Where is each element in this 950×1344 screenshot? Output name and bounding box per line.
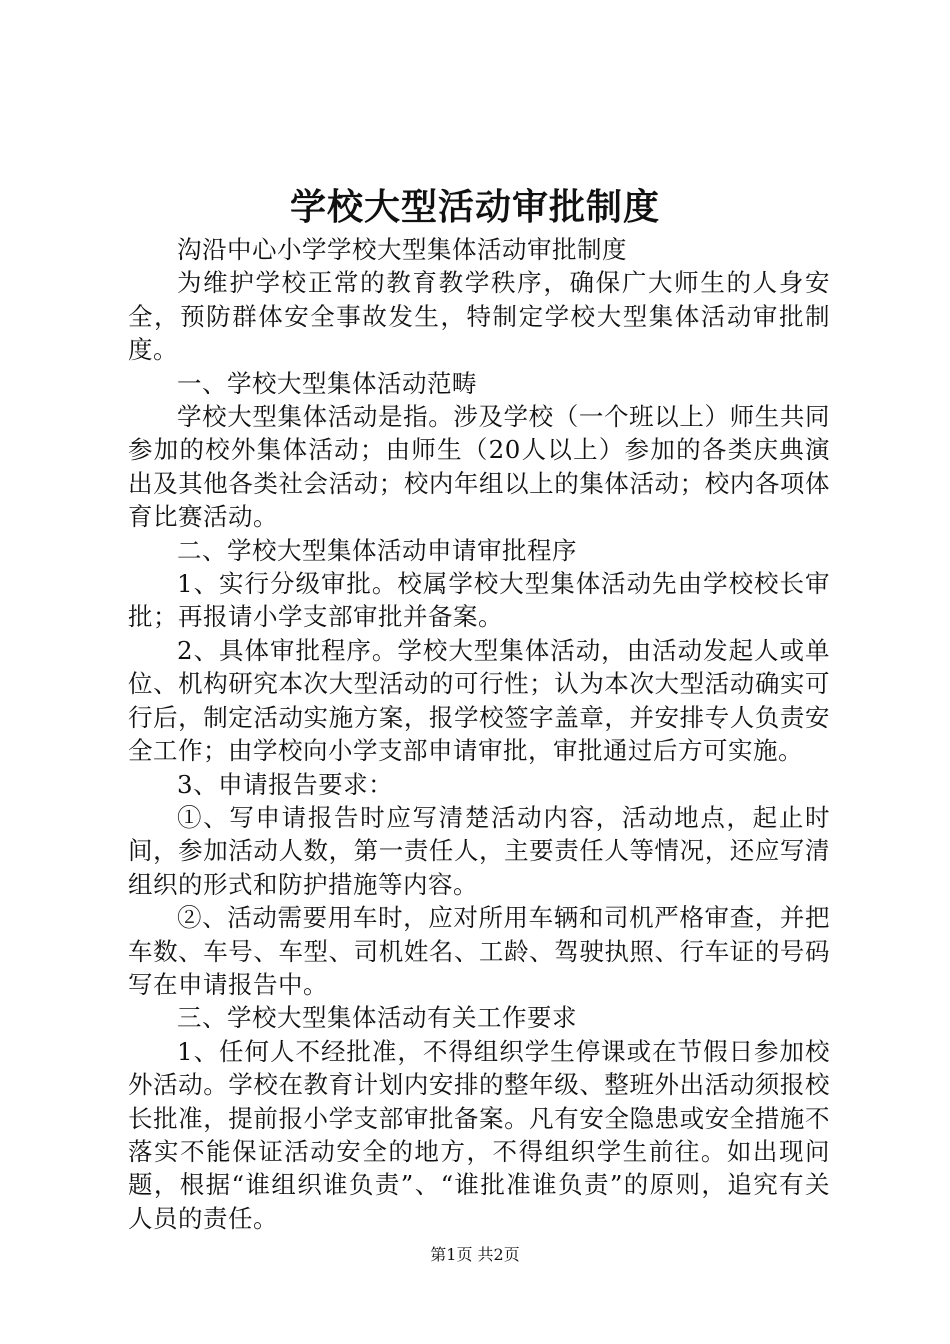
section-heading-2: 二、学校大型集体活动申请审批程序 — [177, 535, 577, 565]
section-heading-1: 一、学校大型集体活动范畴 — [177, 368, 477, 398]
document-body — [128, 233, 830, 1235]
paragraph-subtitle: 沟沿中心小学学校大型集体活动审批制度 — [177, 235, 627, 264]
page-footer: 第1页 共2页 — [430, 1245, 520, 1264]
section-heading-3: 三、学校大型集体活动有关工作要求 — [177, 1003, 577, 1033]
paragraph-subitem-1: ①、写申请报告时应写清楚活动内容，活动地点，起止时间，参加活动人数，第一责任人，主要责任人等情况，还应写清组织的形式和防护措施等内容。 — [128, 802, 830, 899]
paragraph-requirement-1: 1、任何人不经批准，不得组织学生停课或在节假日参加校外活动。学校在教育计划内安排的整年级、整班外出活动须报校长批准，提前报小学支部审批备案。凡有安全隐患或安全措施不落实不能保证活动安全的地方，不得组织学生前往。如出现问题，根据“谁组织谁负责”、“谁批准谁负责”的原则，追究有关人员的责任。 — [128, 1036, 830, 1233]
document-title: 学校大型活动审批制度 — [289, 187, 660, 228]
paragraph-item-3: 3、申请报告要求： — [177, 769, 394, 799]
paragraph-intro: 为维护学校正常的教育教学秩序，确保广大师生的人身安全，预防群体安全事故发生，特制定学校大型集体活动审批制度。 — [128, 268, 830, 365]
paragraph-item-2: 2、具体审批程序。学校大型集体活动，由活动发起人或单位、机构研究本次大型活动的可行性；认为本次大型活动确实可行后，制定活动实施方案，报学校签字盖章，并安排专人负责安全工作；由学校向小学支部申请审批，审批通过后方可实施。 — [128, 635, 830, 766]
paragraph-scope: 学校大型集体活动是指。涉及学校（一个班以上）师生共同参加的校外集体活动；由师生（20人以上）参加的各类庆典演出及其他各类社会活动；校内年组以上的集体活动；校内各项体育比赛活动。 — [128, 402, 830, 532]
paragraph-item-1: 1、实行分级审批。校属学校大型集体活动先由学校校长审批；再报请小学支部审批并备案。 — [128, 569, 830, 632]
paragraph-subitem-2: ②、活动需要用车时，应对所用车辆和司机严格审查，并把车数、车号、车型、司机姓名、工龄、驾驶执照、行车证的号码写在申请报告中。 — [128, 903, 830, 999]
